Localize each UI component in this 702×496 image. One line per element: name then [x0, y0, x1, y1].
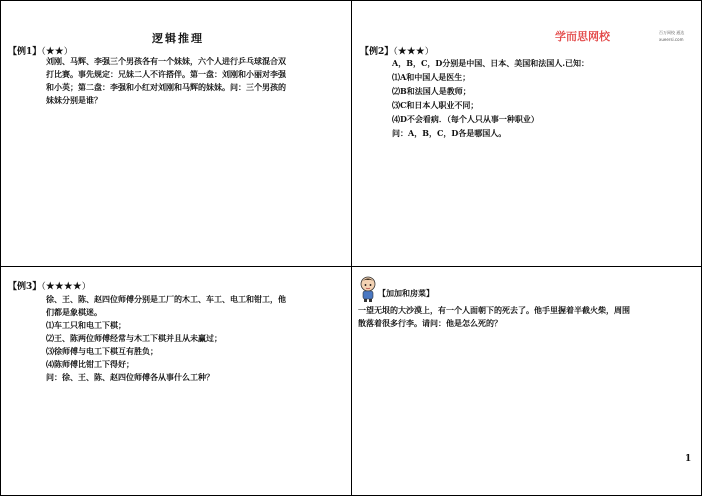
divider-horizontal	[0, 266, 702, 267]
example-3-line: ⑷陈师傅比钳工下得好；	[46, 359, 134, 369]
example-2-stars: （★★★）	[393, 47, 434, 57]
logo-name: 学而思网校	[555, 30, 610, 43]
example-1-line: 和小英；第二盘：李强和小红对刘刚和马辉的妹妹。问：三个男孩的	[46, 82, 286, 92]
example-3-line: ⑴车工只和电工下棋；	[46, 320, 126, 330]
example-3-heading	[8, 279, 91, 292]
example-2-line: ⑷D不会看病．（每个人只从事一种职业）	[392, 114, 539, 124]
divider-vertical	[351, 0, 352, 496]
example-3-line: ⑵王、陈两位师傅经常与木工下棋并且从未赢过；	[46, 333, 222, 343]
example-2-label: 【例2】	[360, 47, 394, 57]
example-2-line: ⑶C和日本人职业不同；	[392, 100, 479, 110]
example-1-body	[46, 55, 286, 107]
example-3-line: 们都是象棋迷。	[46, 307, 102, 317]
example-1-stars: （★★）	[41, 47, 73, 57]
example-3-body	[46, 293, 286, 384]
riddle-line: 散落着很多行李。请问：他是怎么死的？	[358, 318, 502, 328]
jiajia-header: 【加加和房菜】	[378, 288, 434, 298]
example-2-line: 问：A，B，C，D各是哪国人。	[392, 128, 507, 138]
riddle-line: 一望无垠的大沙漠上，有一个人面朝下的死去了。他手里握着半截火柴，周围	[358, 305, 630, 315]
example-3-line: 徐、王、陈、赵四位师傅分别是工厂的木工、车工、电工和钳工，他	[46, 294, 286, 304]
example-3-label: 【例3】	[8, 282, 42, 292]
brand-logo	[555, 28, 693, 48]
example-2-body	[392, 56, 589, 140]
example-3-stars: （★★★★）	[41, 282, 91, 292]
example-1-label: 【例1】	[8, 47, 42, 57]
logo-slogan: 百万网校 通达	[659, 30, 685, 35]
example-3-line: 问：徐、王、陈、赵四位师傅各从事什么工种？	[46, 372, 214, 382]
example-1-line: 妹妹分别是谁？	[46, 95, 102, 105]
cartoon-character-icon	[358, 276, 378, 302]
riddle-body	[358, 304, 630, 330]
example-2-line: A，B，C，D分别是中国、日本、美国和法国人.已知：	[392, 58, 590, 68]
border-left	[0, 0, 1, 496]
example-3-line: ⑶徐师傅与电工下棋互有胜负；	[46, 346, 158, 356]
page-title: 逻辑推理	[152, 32, 204, 45]
example-1-line: 打比赛。事先规定：兄妹二人不许搭伴。第一盘：刘刚和小丽对李强	[46, 69, 286, 79]
page-number: 1	[685, 454, 692, 464]
example-1-line: 刘刚、马辉、李强三个男孩各有一个妹妹，六个人进行乒乓球混合双	[46, 56, 286, 66]
example-2-line: ⑴A和中国人是医生；	[392, 72, 471, 82]
example-2-line: ⑵B和法国人是教师；	[392, 86, 471, 96]
logo-domain: xueersi.com	[659, 37, 684, 42]
